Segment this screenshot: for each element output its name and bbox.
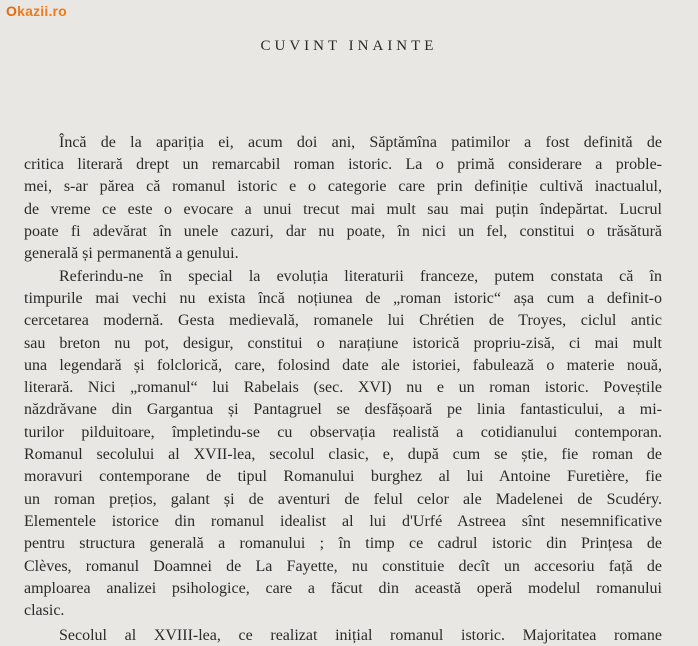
text-line: pentru structura generală a romanului ; în timp ce cadrul istoric din Prințesa de	[24, 535, 662, 552]
text-line: timpurile mai vechi nu exista încă noțiunea de „roman istoric“ așa cum a definit-o	[24, 290, 662, 307]
okazii-logo[interactable]	[6, 3, 67, 19]
text-line: clasic.	[24, 602, 65, 619]
text-line: Încă de la apariția ei, acum doi ani, Săptămîna patimilor a fost definită de	[59, 134, 662, 151]
text-line: năzdrăvane din Gargantua și Pantagruel se desfășoară pe linia fantasticului, a mi-	[24, 401, 662, 418]
text-line: un roman prețios, galant și de aventuri de felul celor ale Madelenei de Scudéry.	[24, 491, 662, 508]
text-line: Referindu-ne în special la evoluția literaturii franceze, putem constata că în	[59, 268, 662, 285]
text-line: de vreme ce este o evocare a unui trecut mai mult sau mai puțin îndepărtat. Lucrul	[24, 201, 662, 218]
logo-text: kazii.ro	[17, 3, 67, 19]
text-line: una legendară și folclorică, care, folosind date ale istoriei, fabulează o materie nouă,	[24, 357, 662, 374]
text-line: generală și permanentă a genului.	[24, 245, 239, 262]
text-line: Clèves, romanul Doamnei de La Fayette, nu constituie decît un accesoriu față de	[24, 558, 662, 575]
text-line: mei, s-ar părea că romanul istoric e o categorie care prin definiție cultivă inactualul,	[24, 178, 662, 195]
logo-o: O	[6, 3, 18, 19]
text-line: Elementele istorice din romanul idealist al lui d'Urfé Astreea sînt nesemnificative	[24, 513, 662, 530]
text-line: Secolul al XVIII-lea, ce realizat inițial romanul istoric. Majoritatea romane	[59, 627, 662, 644]
text-line: turilor pilduitoare, împletindu-se cu observația realistă a cotidianului contemporan.	[24, 424, 662, 441]
page-title: CUVINT INAINTE	[260, 38, 438, 54]
text-line: Romanul secolului al XVII-lea, secolul clasic, e, după cum se știe, fie roman de	[24, 446, 662, 463]
text-line: amploarea analizei psihologice, care a făcut din această operă modelul romanului	[24, 580, 662, 597]
text-line: moravuri contemporane de tipul Romanului burghez al lui Antoine Furetière, fie	[24, 468, 662, 485]
text-line: poate fi adevărat în unele cazuri, dar nu poate, în nici un fel, constitui o trăsătură	[24, 223, 662, 240]
text-line: cercetarea modernă. Gesta medievală, romanele lui Chrétien de Troyes, ciclul antic	[24, 312, 662, 329]
text-line: literară. Nici „romanul“ lui Rabelais (sec. XVI) nu e un roman istoric. Poveștile	[24, 379, 662, 396]
text-line: critica literară drept un remarcabil roman istoric. La o primă considerare a proble-	[24, 156, 662, 173]
text-line: sau breton nu pot, desigur, constitui o narațiune istorică propriu-zisă, ci mai mult	[24, 335, 662, 352]
